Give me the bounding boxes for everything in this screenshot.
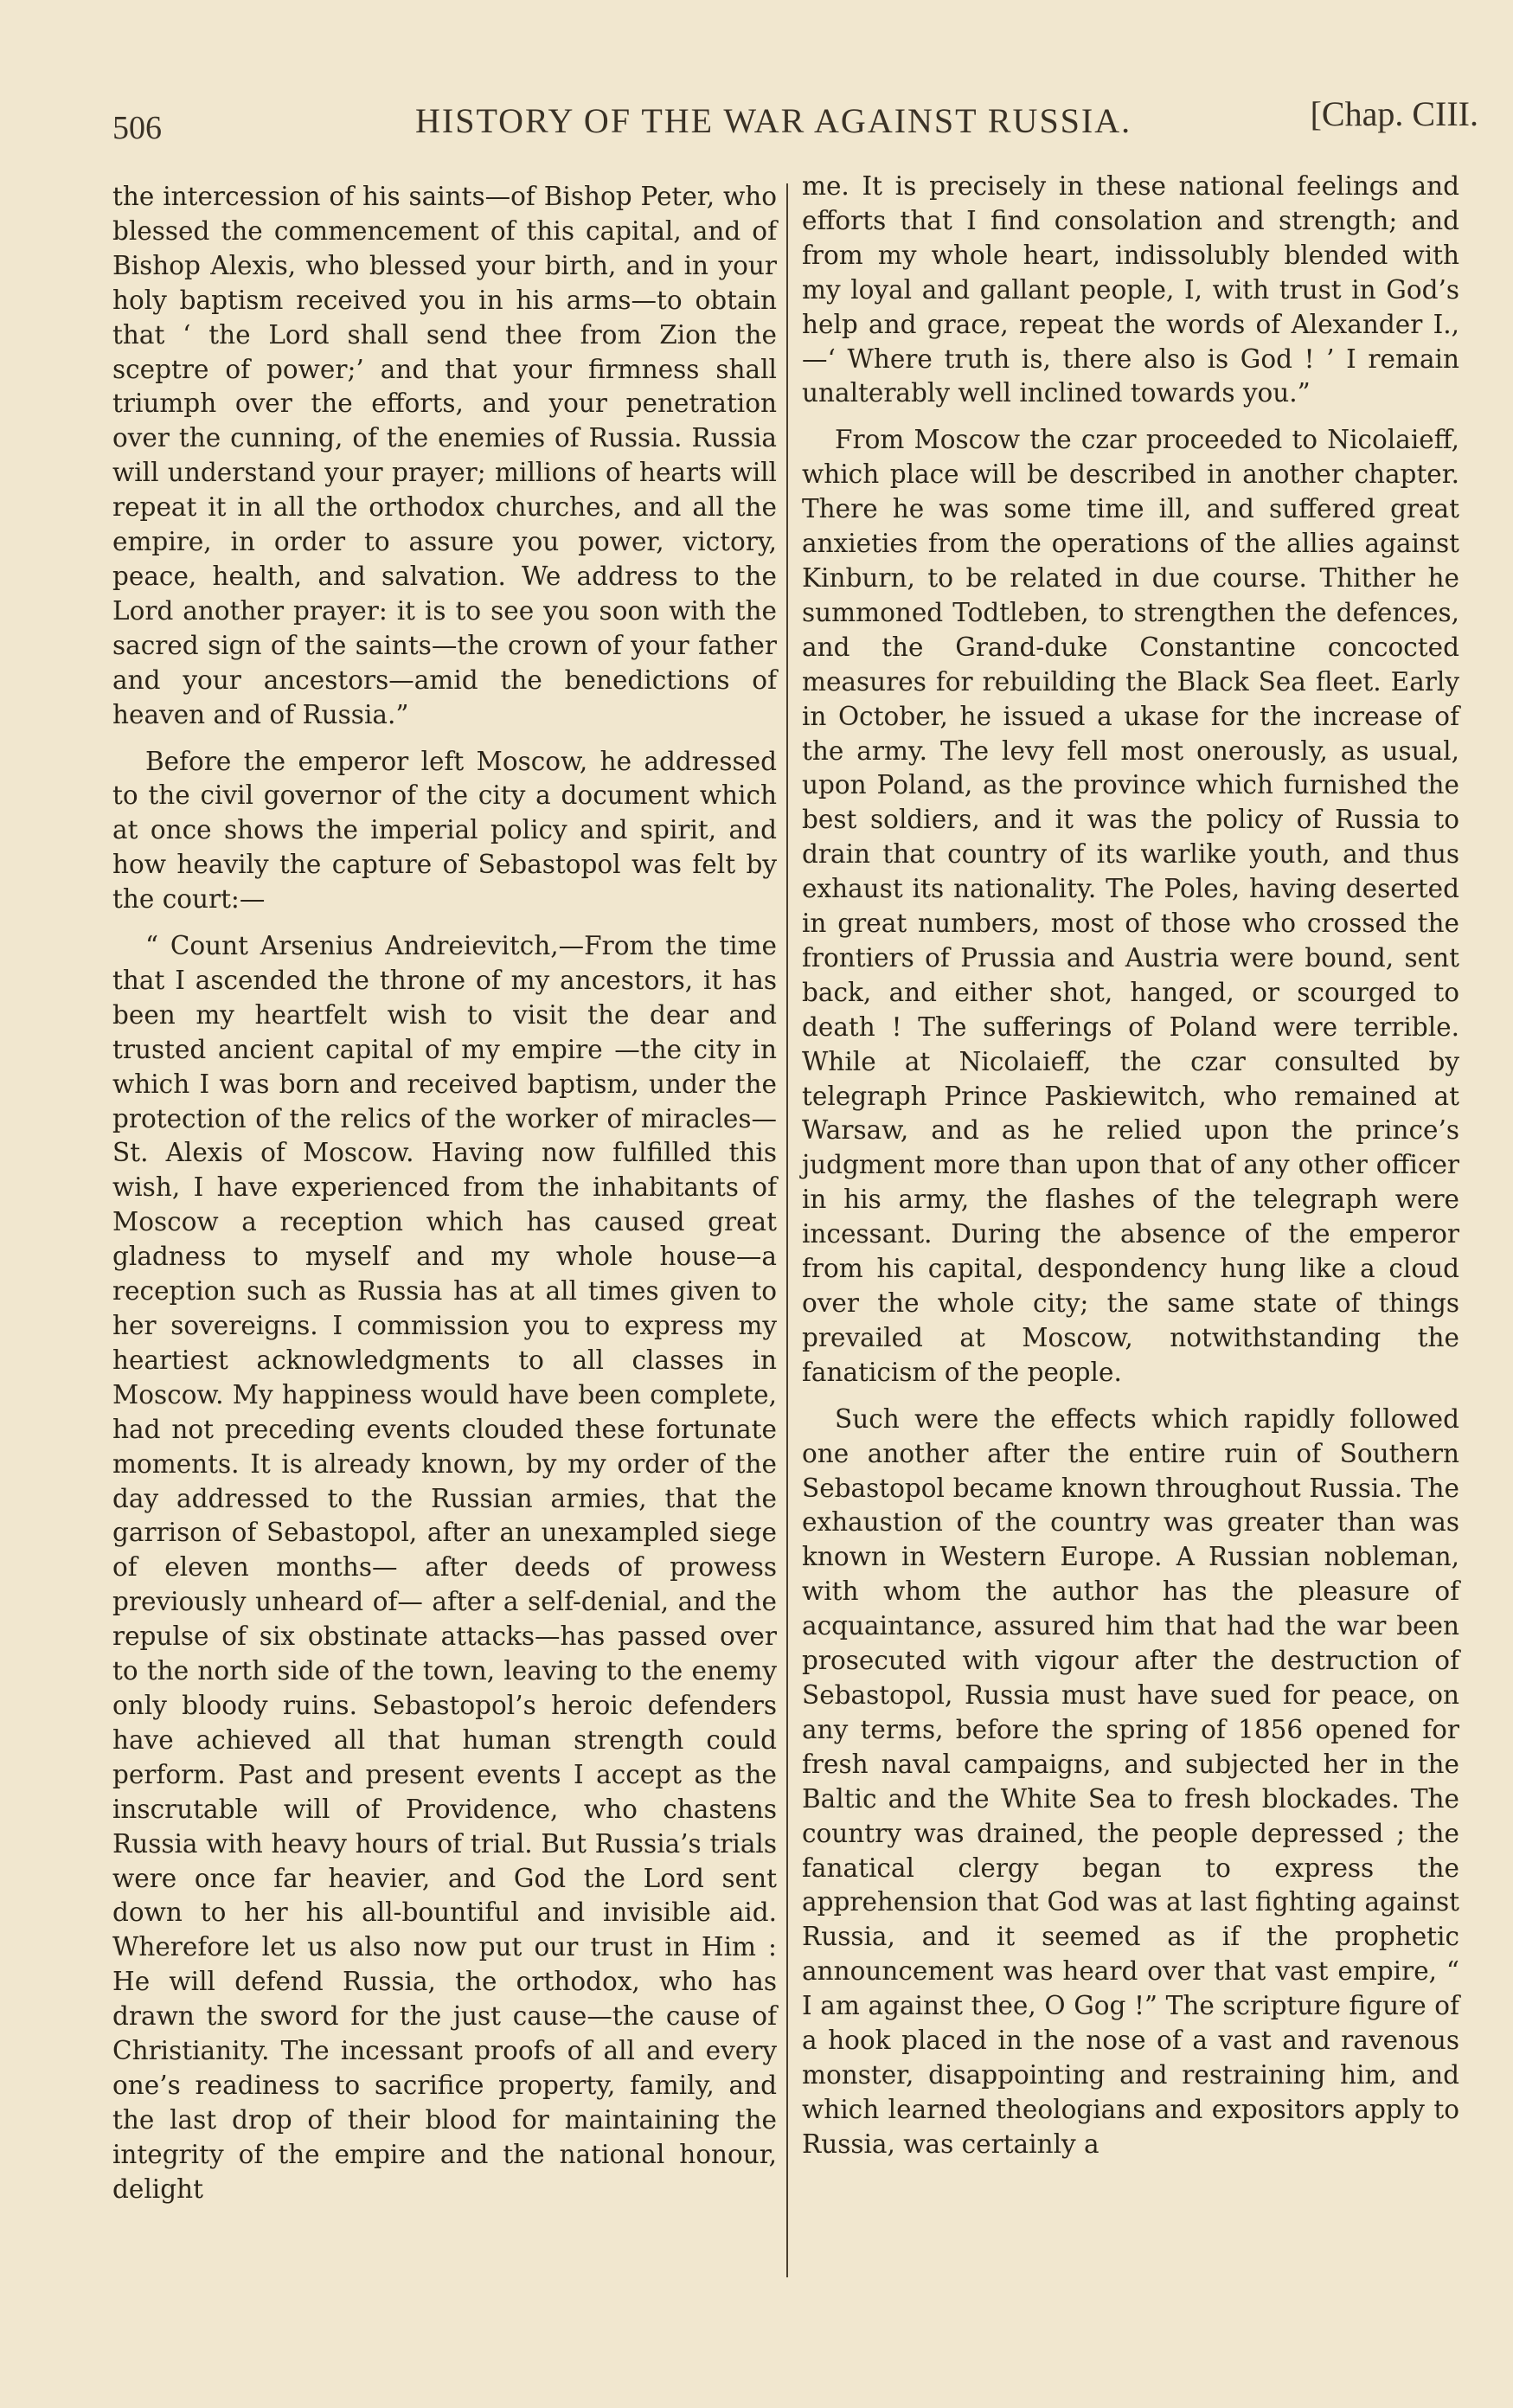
left-paragraph-3: “ Count Arsenius Andreievitch,—From the time that I ascended the throne of my ancestors, it has been my heartfelt wish to visit the dear and trusted ancient capital of my empire —the city in which I was born and received baptism, under the protection of the relics of the worker of miracles—St. Alexis of Moscow. Having now fulfilled this wish, I have experienced from the inhabitants of Moscow a reception which has caused great gladness to myself and my whole house—a reception such as Russia has at all times given to her sovereigns. I commission you to express my heartiest acknowledgments to all classes in Moscow. My happiness would have been complete, had not preceding events clouded these fortunate moments. It is already known, by my order of the day addressed to the Russian armies, that the garrison of Sebastopol, after an unexampled siege of eleven months— after deeds of prowess previously unheard of— after a self-denial, and the repulse of six obstinate attacks—has passed over to the north side of the town, leaving to the enemy only bloody ruins. Sebastopol’s heroic defenders have achieved all that human strength could perform. Past and present events I accept as the inscrutable will of Providence, who chastens Russia with heavy hours of trial. But Russia’s trials were once far heavier, and God the Lord sent down to her his all-bountiful and invisible aid. Wherefore let us also now put our trust in Him : He will defend Russia, the orthodox, who has drawn the sword for the just cause—the cause of Christianity. The incessant proofs of all and every one’s readiness to sacrifice property, family, and the last drop of their blood for maintaining the integrity of the empire and the national honour, delight — [112, 931, 777, 2204]
running-title: HISTORY OF THE WAR AGAINST RUSSIA. — [415, 101, 1132, 140]
left-paragraph-2: Before the emperor left Moscow, he addressed to the civil governor of the city a document which at once shows the imperial policy and spirit, and how heavily the capture of Sebastopol was felt by the court:— — [112, 746, 777, 915]
left-column — [112, 180, 777, 2207]
right-paragraph-3: Such were the effects which rapidly followed one another after the entire ruin of Southern Sebastopol became known throughout Russia. The exhaustion of the country was greater than was known in Western Europe. A Russian nobleman, with whom the author has the pleasure of acquaintance, assured him that had the war been prosecuted with vigour after the destruction of Sebastopol, Russia must have sued for peace, on any terms, before the spring of 1856 opened for fresh naval campaigns, and subjected her in the Baltic and the White Sea to fresh blockades. The country was drained, the people depressed ; the fanatical clergy began to express the apprehension that God was at last fighting against Russia, and it seemed as if the prophetic announcement was heard over that vast empire, “ I am against thee, O Gog !” The scripture figure of a hook placed in the nose of a vast and ravenous monster, disappointing and restraining him, and which learned theologians and expositors apply to Russia, was certainly a — [802, 1403, 1459, 2159]
left-paragraph-1: the intercession of his saints—of Bishop Peter, who blessed the commencement of this capital, and of Bishop Alexis, who blessed your birth, and in your holy baptism received you in his arms—to obtain that ‘ the Lord shall send thee from Zion the sceptre of power;’ and that your firmness shall triumph over the efforts, and your penetration over the cunning, of the enemies of Russia. Russia will understand your prayer; millions of hearts will repeat it in all the orthodox churches, and all the empire, in order to assure you power, victory, peace, health, and salvation. We address to the Lord another prayer: it is to see you soon with the sacred sign of the saints—the crown of your father and your ancestors—amid the benedictions of heaven and of Russia.” — [112, 182, 777, 729]
page-number: 506 — [112, 110, 162, 146]
right-paragraph-2: From Moscow the czar proceeded to Nicolaieff, which place will be described in another chapter. There he was some time ill, and suffered great anxieties from the operations of the allies against Kinburn, to be related in due course. Thither he summoned Todtleben, to strengthen the defences, and the Grand-duke Constantine concocted measures for rebuilding the Black Sea fleet. Early in October, he issued a ukase for the increase of the army. The levy fell most onerously, as usual, upon Poland, as the province which furnished the best soldiers, and it was the policy of Russia to drain that country of its warlike youth, and thus exhaust its nationality. The Poles, having deserted in great numbers, most of those who crossed the frontiers of Prussia and Austria were bound, sent back, and either shot, hanged, or scourged to death ! The sufferings of Poland were terrible. While at Nicolaieff, the czar consulted by telegraph Prince Paskiewitch, who remained at Warsaw, and as he relied upon the prince’s judgment more than upon that of any other officer in his army, the flashes of the telegraph were incessant. During the absence of the emperor from his capital, despondency hung like a cloud over the whole city; the same state of things prevailed at Moscow, notwithstanding the fanaticism of the people. — [802, 425, 1459, 1387]
right-paragraph-1: me. It is precisely in these national feelings and efforts that I find consolation and strength; and from my whole heart, indissolubly blended with my loyal and gallant people, I, with trust in God’s help and grace, repeat the words of Alexander I.,—‘ Where truth is, there also is God ! ’ I remain unalterably well inclined towards you.” — [802, 171, 1459, 408]
column-divider — [786, 183, 788, 2277]
chapter-label: [Chap. CIII. — [1310, 94, 1478, 133]
running-head — [112, 93, 1478, 145]
right-column — [802, 170, 1459, 2162]
